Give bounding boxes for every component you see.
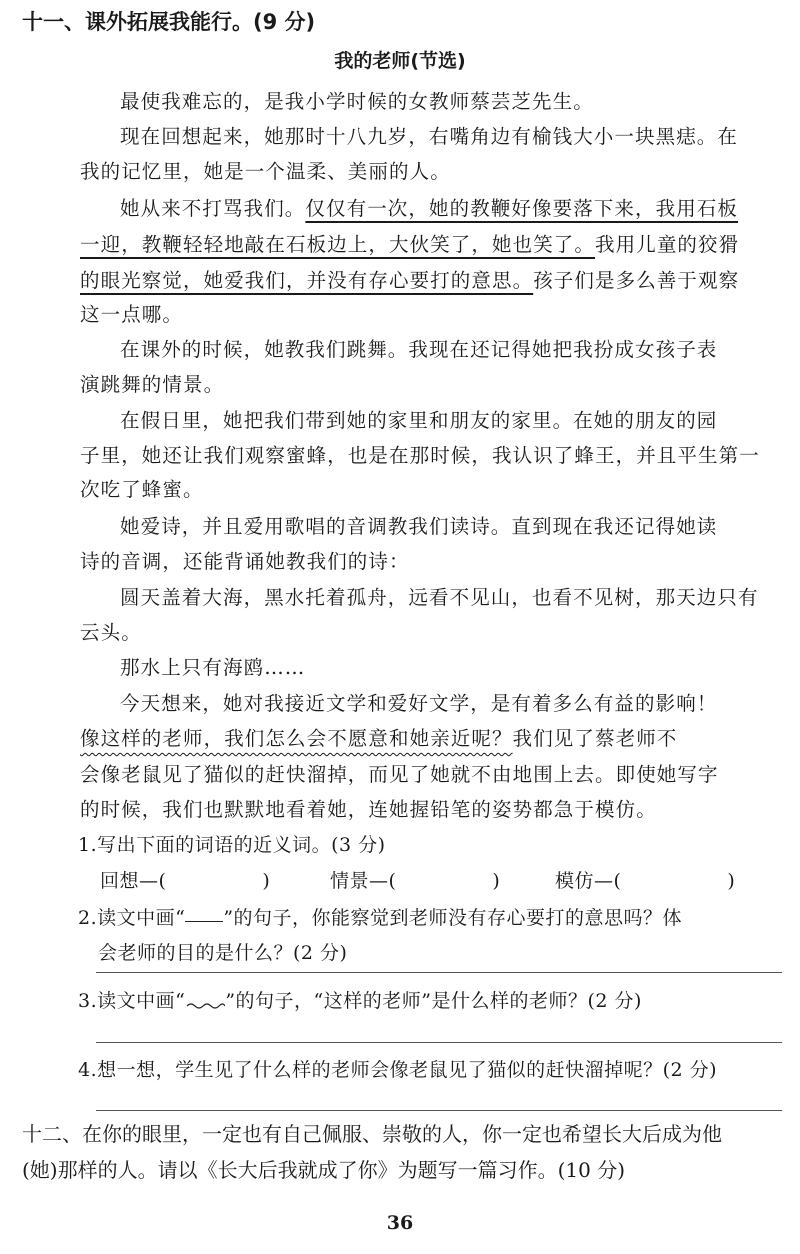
passage-line: 诗的音调，还能背诵她教我们的诗： [80,550,410,573]
q1-item-2: 情景—( ) [330,870,501,892]
passage-line [80,723,677,751]
section-11-title: 十一、课外拓展我能行。(9 分) [22,10,316,34]
passage-line: 这一点哪。 [80,303,184,326]
passage-line: 演跳舞的情景。 [80,373,225,396]
passage-line [80,265,739,293]
wavy-underlined-sentence: 像这样的老师，我们怎么会不愿意和她亲近呢？ [80,727,513,750]
passage-line [120,193,738,221]
underlined-sentence: 仅仅有一次，她的教鞭好像要落下来，我用石板 [305,197,739,220]
section-12-line1: 十二、在你的眼里，一定也有自己佩服、崇敬的人，你一定也希望长大后成为他 [22,1122,722,1146]
question-3: 3.读文中画“ ”的句子，“这样的老师”是什么样的老师？(2 分) [78,990,642,1012]
passage-text: 孩子们是多么善于观察 [533,269,740,292]
passage-text: 她从来不打骂我们。 [120,197,306,220]
passage-line: 在假日里，她把我们带到她的家里和朋友的家里。在她的朋友的园 [120,409,718,432]
question-2: 2.读文中画“ ”的句子，你能察觉到老师没有存心要打的意思吗？体 [78,907,683,929]
passage-line: 次吃了蜂蜜。 [80,478,204,501]
q1-item-3: 模仿—( ) [555,870,736,892]
question-4: 4.想一想，学生见了什么样的老师会像老鼠见了猫似的赶快溜掉呢？(2 分) [78,1059,718,1081]
answer-line-q3[interactable] [96,1042,782,1043]
passage-line: 在课外的时候，她教我们跳舞。我现在还记得她把我扮成女孩子表 [120,338,718,361]
poem-line: 圆天盖着大海，黑水托着孤舟，远看不见山，也看不见树，那天边只有 [120,586,759,609]
poem-line: 云头。 [80,621,142,644]
passage-line: 会像老鼠见了猫似的赶快溜掉，而见了她就不由地围上去。即使她写字 [80,763,719,786]
passage-text: 我们见了蔡老师不 [512,727,678,750]
passage-line [80,229,739,257]
answer-line-q2[interactable] [96,972,782,973]
answer-line-q4[interactable] [96,1110,782,1111]
passage-line: 最使我难忘的，是我小学时候的女教师蔡芸芝先生。 [120,90,594,113]
passage-line: 她爱诗，并且爱用歌唱的音调教我们读诗。直到现在我还记得她读 [120,515,718,538]
poem-line: 那水上只有海鸥…… [120,656,306,679]
question-2-line2: 会老师的目的是什么？(2 分) [98,942,348,964]
page-number: 36 [386,1212,414,1234]
passage-line: 子里，她还让我们观察蜜蜂，也是在那时候，我认识了蜂王，并且平生第一 [80,444,760,467]
passage-line: 的时候，我们也默默地看着她，连她握铅笔的姿势都急于模仿。 [80,798,657,821]
passage-line: 今天想来，她对我接近文学和爱好文学，是有着多么有益的影响！ [120,692,718,715]
straight-underline-sample [185,920,223,922]
underlined-sentence: 的眼光察觉，她爱我们，并没有存心要打的意思。 [80,269,534,292]
passage-title: 我的老师(节选) [334,50,466,72]
q1-item-1: 回想—( ) [100,870,271,892]
passage-line: 我的记忆里，她是一个温柔、美丽的人。 [80,160,451,183]
question-1: 1.写出下面的词语的近义词。(3 分) [78,834,386,856]
passage-line: 现在回想起来，她那时十八九岁，右嘴角边有榆钱大小一块黑痣。在 [120,125,739,148]
passage-text: 我用儿童的狡猾 [595,233,740,256]
wavy-underline-sample [185,990,225,1012]
section-12-line2: (她)那样的人。请以《长大后我就成了你》为题写一篇习作。(10 分) [22,1158,626,1182]
underlined-sentence: 一迎，教鞭轻轻地敲在石板边上，大伙笑了，她也笑了。 [80,233,596,256]
